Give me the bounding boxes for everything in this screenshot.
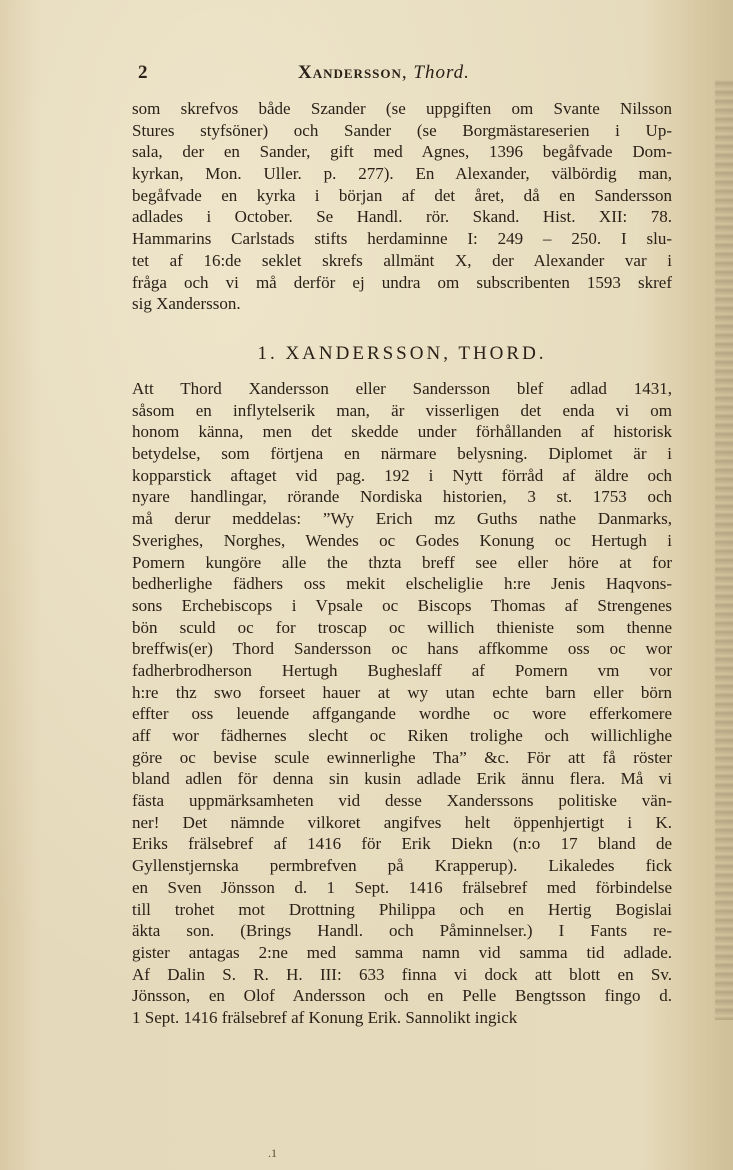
text-line: sala, der en Sander, gift med Agnes, 1396 begåfvade Dom-	[132, 142, 672, 162]
text-line: h:re thz swo forseet hauer at wy utan echte barn eller börn	[132, 682, 672, 702]
running-title-separator: ,	[401, 62, 414, 83]
text-line: Att Thord Xandersson eller Sandersson blef adlad 1431,	[132, 379, 672, 398]
text-line: fästa uppmärksamheten vid desse Xanderssons politiske vän-	[132, 791, 672, 811]
text-line: sons Erchebiscops i Vpsale oc Biscops Thomas af Strengenes	[132, 595, 672, 615]
text-line: Sverighes, Norghes, Wendes oc Godes Konung oc Hertugh i	[132, 530, 672, 550]
page-header	[138, 62, 643, 88]
text-line: effter oss leuende affgangande wordhe oc wore efferkomere	[132, 704, 672, 724]
main-paragraph	[132, 378, 672, 1029]
text-line: begåfvade en kyrka i början af det året, då en Sandersson	[132, 185, 672, 205]
text-line: Stures styfsöner) och Sander (se Borgmästareserien i Up-	[132, 120, 672, 140]
text-line: fadherbrodherson Hertugh Bugheslaff af Pomern vm vor	[132, 660, 672, 680]
text-line: till trohet mot Drottning Philippa och en Hertig Bogislai	[132, 899, 672, 919]
text-line: bedherlighe fädhers oss mekit elscheliglie h:re Jenis Haqvons-	[132, 574, 672, 594]
text-line: bland adlen för denna sin kusin adlade Erik ännu flera. Må vi	[132, 769, 672, 789]
text-line: äkta son. (Brings Handl. och Påminnelser.) I Fants re-	[132, 921, 672, 941]
adjacent-page-bleed	[715, 80, 733, 1020]
text-line: som skrefvos både Szander (se uppgiften om Svante Nilsson	[132, 99, 672, 118]
text-line: aff wor fädhernes slecht oc Riken trolighe och willichlighe	[132, 726, 672, 745]
intro-paragraph	[132, 98, 672, 315]
text-line: såsom en inflytelserik man, är visserligen det enda vi om	[132, 400, 672, 420]
footer-mark: .1	[268, 1146, 277, 1160]
section-heading: 1. XANDERSSON, THORD.	[257, 343, 547, 364]
page-number: 2	[138, 62, 148, 83]
text-line: sig Xandersson.	[132, 294, 241, 314]
text-line: Hammarins Carlstads stifts herdaminne I: 249 – 250. I slu-	[132, 229, 672, 249]
text-line: kopparstick aftaget vid pag. 192 i Nytt förråd af äldre och	[132, 465, 672, 485]
text-line: gister antagas 2:ne med samma namn vid samma tid adlade.	[132, 942, 672, 962]
text-line: breffwis(er) Thord Sandersson oc hans affkomme oss oc wor	[132, 639, 672, 659]
text-line: ner! Det nämnde vilkoret angifves helt öppenhjertigt i K.	[132, 812, 672, 832]
running-title-firstname: Thord.	[413, 62, 470, 83]
text-line: göre oc bevise scule ewinnerlighe Tha” &c. För att få röster	[132, 747, 672, 767]
text-line: nyare handlingar, rörande Nordiska historien, 3 st. 1753 och	[132, 487, 672, 507]
text-line: en Sven Jönsson d. 1 Sept. 1416 frälsebref med förbindelse	[132, 877, 672, 897]
text-line: betydelse, som förtjena en närmare belysning. Diplomet är i	[132, 444, 672, 464]
text-line: Jönsson, en Olof Andersson och en Pelle Bengtsson fingo d.	[132, 986, 672, 1006]
text-line: bön sculd oc for troscap oc willich thieniste som thenne	[132, 617, 672, 637]
text-line: må derur meddelas: ”Wy Erich mz Guths nathe Danmarks,	[132, 509, 672, 529]
text-line: fråga och vi må derför ej undra om subscribenten 1593 skref	[132, 272, 672, 292]
text-line: Af Dalin S. R. H. III: 633 finna vi dock att blott en Sv.	[132, 964, 672, 984]
text-line: tet af 16:de seklet skrefs allmänt X, der Alexander var i	[132, 250, 672, 270]
text-line: adlades i October. Se Handl. rör. Skand. Hist. XII: 78.	[132, 207, 672, 227]
running-title	[298, 62, 470, 84]
running-title-name: Xandersson	[298, 62, 402, 83]
text-line: 1 Sept. 1416 frälsebref af Konung Erik. Sannolikt ingick	[132, 1007, 518, 1027]
text-line: Eriks frälsebref af 1416 för Erik Diekn (n:o 17 bland de	[132, 834, 672, 854]
text-line: Pomern kungöre alle the thzta breff see eller höre at for	[132, 552, 672, 572]
text-line: Gyllenstjernska permbrefven på Krapperup). Likaledes fick	[132, 856, 672, 876]
text-line: honom känna, men det skedde under förhållanden af historisk	[132, 422, 672, 442]
text-line: kyrkan, Mon. Uller. p. 277). En Alexander, välbördig man,	[132, 164, 672, 184]
